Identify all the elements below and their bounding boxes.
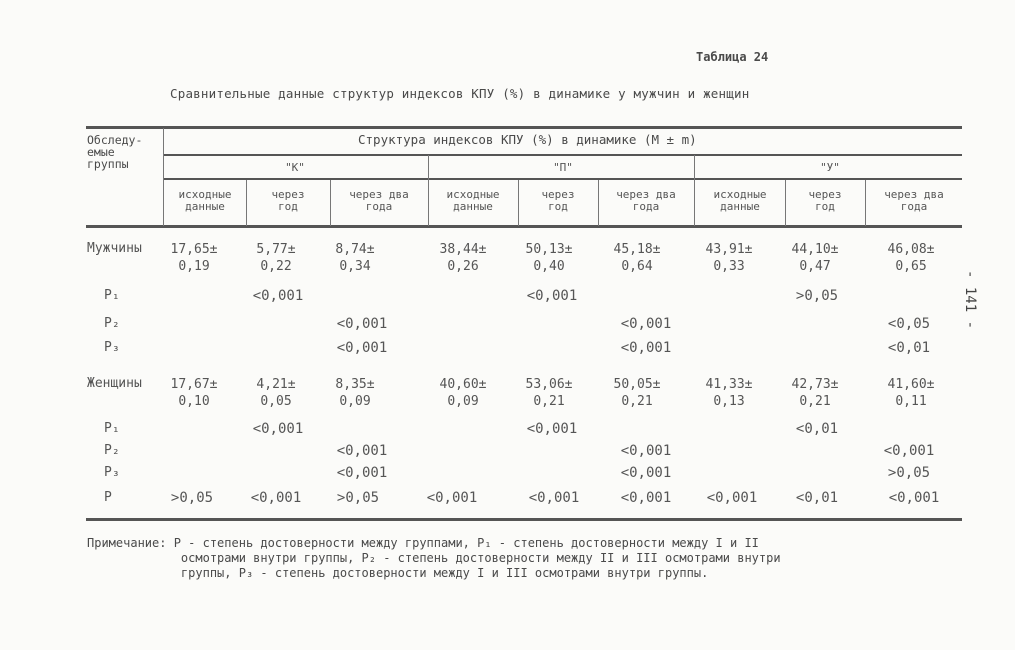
table-cell: <0,001 [620, 340, 672, 356]
table-cell: <0,001 [620, 465, 672, 481]
table-cell: 50,05± 0,21 [613, 377, 661, 409]
table-note: Примечание: P - степень достоверности между группами, P₁ - степень достоверности между I и II осмотрами внутри группы, P₂ - степень достоверности между II и III осмотрами внутри группы, P₃ - степень достоверности между I и III осмотрами внутри группы. [87, 536, 781, 580]
table-cell: 40,60± 0,09 [439, 377, 487, 409]
table-cell: 17,67± 0,10 [170, 377, 218, 409]
table-cell: 8,74± 0,34 [335, 242, 375, 274]
table-cell: <0,01 [795, 490, 839, 506]
table-cell: 46,08± 0,65 [887, 242, 935, 274]
table-cell: 42,73± 0,21 [791, 377, 839, 409]
period-header: исходные данные [178, 188, 232, 213]
table-cell: 45,18± 0,64 [613, 242, 661, 274]
period-header: через год [271, 188, 305, 213]
table-cell: <0,001 [250, 490, 302, 506]
table-cell: <0,05 [887, 316, 931, 332]
period-header: исходные данные [446, 188, 500, 213]
table-cell: <0,001 [426, 490, 478, 506]
table-cell: 38,44± 0,26 [439, 242, 487, 274]
table-cell: <0,001 [252, 421, 304, 437]
page-number: - 141 - [962, 270, 978, 330]
table-cell: 4,21± 0,05 [256, 377, 296, 409]
row-label-women: Женщины [87, 376, 142, 391]
table-cell: <0,001 [252, 288, 304, 304]
table-cell: <0,001 [883, 443, 935, 459]
row-label-p: P [104, 490, 112, 505]
period-header: через год [541, 188, 575, 213]
table-cell: <0,001 [706, 490, 758, 506]
table-cell: 53,06± 0,21 [525, 377, 573, 409]
table-cell: <0,001 [526, 288, 578, 304]
period-header: через два года [349, 188, 409, 213]
period-header: через два года [616, 188, 676, 213]
table-cell: <0,001 [336, 443, 388, 459]
table-number: Таблица 24 [696, 50, 769, 64]
row-label-p2: P₂ [104, 443, 120, 458]
header-bottom-rule [86, 225, 962, 228]
table-cell: <0,001 [336, 316, 388, 332]
table-cell: 8,35± 0,09 [335, 377, 375, 409]
table-cell: >0,05 [170, 490, 214, 506]
table-cell: <0,001 [888, 490, 940, 506]
table-cell: <0,001 [526, 421, 578, 437]
row-label-p3: P₃ [104, 465, 120, 480]
component-header-k: "К" [285, 161, 305, 174]
span-header: Структура индексов КПУ (%) в динамике (M ± m) [358, 132, 697, 147]
period-header: через год [808, 188, 842, 213]
table-cell: <0,001 [336, 340, 388, 356]
table-cell: 41,60± 0,11 [887, 377, 935, 409]
component-header-p: "П" [553, 161, 573, 174]
row-label-p1: P₁ [104, 288, 120, 303]
component-header-u: "У" [820, 161, 840, 174]
table-cell: <0,001 [528, 490, 580, 506]
table-cell: 5,77± 0,22 [256, 242, 296, 274]
table-cell: 43,91± 0,33 [705, 242, 753, 274]
period-header: через два года [884, 188, 944, 213]
table-cell: <0,01 [795, 421, 839, 437]
table-cell: 44,10± 0,47 [791, 242, 839, 274]
row-label-p1: P₁ [104, 421, 120, 436]
table-top-rule [86, 126, 962, 129]
table-cell: 41,33± 0,13 [705, 377, 753, 409]
header-rule-2 [164, 178, 962, 180]
row-label-p2: P₂ [104, 316, 120, 331]
row-label-men: Мужчины [87, 241, 142, 256]
table-cell: <0,01 [887, 340, 931, 356]
header-rule-1 [164, 154, 962, 156]
row-label-p3: P₃ [104, 340, 120, 355]
table-cell: >0,05 [336, 490, 380, 506]
table-cell: >0,05 [795, 288, 839, 304]
table-cell: <0,001 [620, 490, 672, 506]
table-cell: >0,05 [887, 465, 931, 481]
table-cell: <0,001 [620, 443, 672, 459]
table-cell: <0,001 [620, 316, 672, 332]
table-caption: Сравнительные данные структур индексов КПУ (%) в динамике у мужчин и женщин [170, 86, 750, 101]
table-cell: <0,001 [336, 465, 388, 481]
table-cell: 50,13± 0,40 [525, 242, 573, 274]
group-column-header: Обследу- емые группы [87, 133, 143, 171]
table-bottom-rule [86, 518, 962, 521]
period-header: исходные данные [713, 188, 767, 213]
table-cell: 17,65± 0,19 [170, 242, 218, 274]
